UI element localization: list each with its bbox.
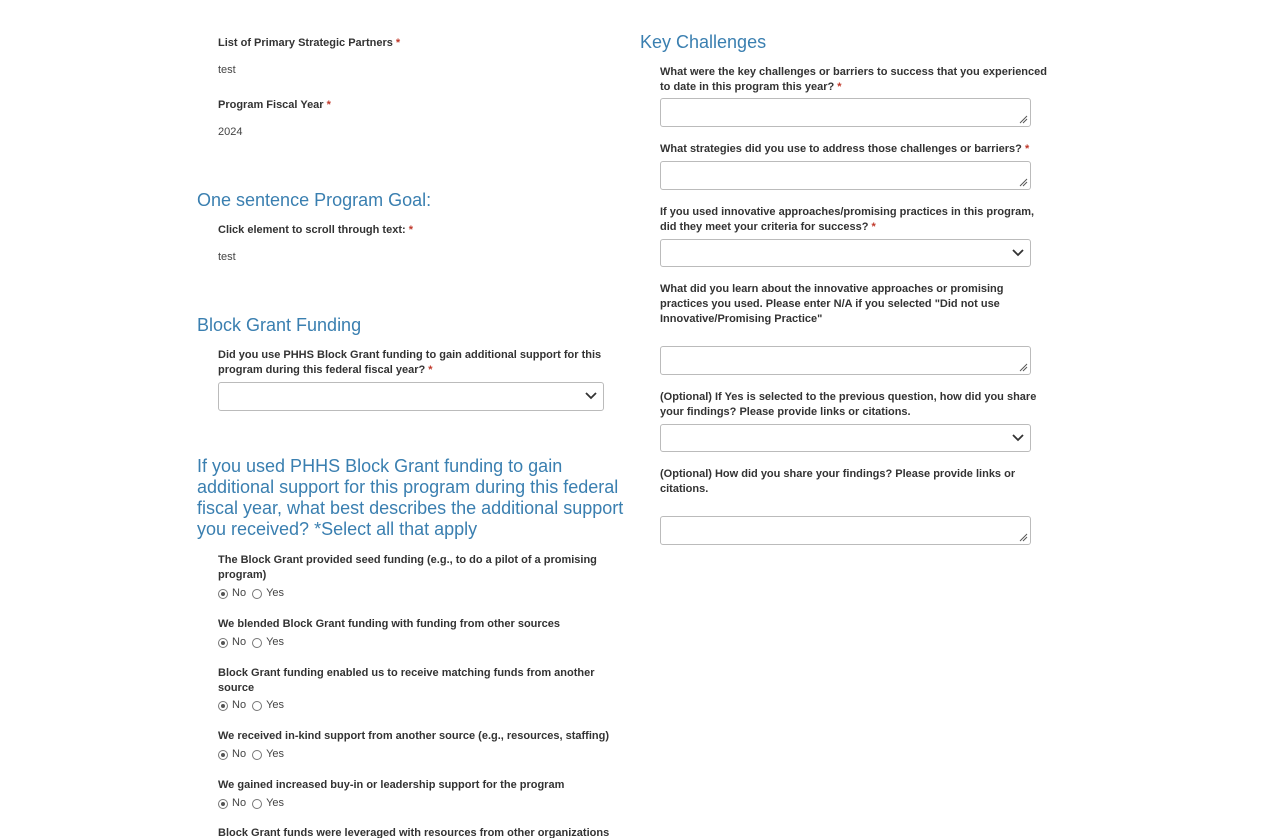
criteria-select[interactable] — [660, 239, 1031, 267]
share-findings-yes-question: (Optional) If Yes is selected to the previous question, how did you share your findings? Please provide links or citations. — [660, 391, 1037, 418]
share-findings-question: (Optional) How did you share your findings? Please provide links or citations. — [660, 468, 1016, 495]
blended-funding-radio-group: No Yes — [218, 636, 290, 649]
blended-funding-yes-radio[interactable] — [252, 638, 262, 648]
matching-funds-yes-radio[interactable] — [252, 701, 262, 711]
buy-in-yes-radio[interactable] — [252, 799, 262, 809]
in-kind-no-radio[interactable] — [218, 750, 228, 760]
additional-support-heading: If you used PHHS Block Grant funding to gain additional support for this program during this federal fiscal year, what best describes the additional support you received? *Select all that apply — [197, 456, 624, 539]
matching-funds-radio-group: No Yes — [218, 699, 290, 712]
in-kind-radio-group: No Yes — [218, 748, 290, 761]
strategies-question: What strategies did you use to address those challenges or barriers? * — [660, 143, 1030, 155]
key-challenges-heading: Key Challenges — [640, 32, 767, 52]
learned-question: What did you learn about the innovative approaches or promising practices you used. Please enter N/A if you selected "Did not use Innovative/Promising Practice" — [660, 283, 1004, 325]
strategies-textarea[interactable] — [660, 161, 1031, 190]
fiscal-year-value[interactable]: 2024 — [218, 126, 243, 138]
blended-funding-no-radio[interactable] — [218, 638, 228, 648]
chevron-down-icon — [585, 391, 597, 401]
buy-in-no-radio[interactable] — [218, 799, 228, 809]
resize-grip-icon[interactable] — [1018, 532, 1028, 542]
in-kind-yes-radio[interactable] — [252, 750, 262, 760]
chevron-down-icon — [1012, 248, 1024, 258]
seed-funding-no-radio[interactable] — [218, 589, 228, 599]
support-option-seed-funding: The Block Grant provided seed funding (e.g., to do a pilot of a promising program) — [218, 554, 597, 581]
support-option-leveraged: Block Grant funds were leveraged with resources from other organizations — [218, 827, 610, 838]
buy-in-radio-group: No Yes — [218, 797, 290, 810]
challenges-question: What were the key challenges or barriers to success that you experienced to date in this program this year? * — [660, 66, 1047, 93]
share-findings-select[interactable] — [660, 424, 1031, 452]
program-goal-value[interactable]: test — [218, 251, 236, 263]
block-grant-select[interactable] — [218, 382, 604, 411]
program-goal-heading: One sentence Program Goal: — [197, 190, 432, 210]
support-option-matching-funds: Block Grant funding enabled us to receive matching funds from another source — [218, 667, 595, 694]
seed-funding-radio-group: No Yes — [218, 587, 290, 600]
learned-textarea[interactable] — [660, 346, 1031, 375]
matching-funds-no-radio[interactable] — [218, 701, 228, 711]
chevron-down-icon — [1012, 433, 1024, 443]
block-grant-question: Did you use PHHS Block Grant funding to gain additional support for this program during this federal fiscal year? * — [218, 349, 602, 376]
share-findings-textarea[interactable] — [660, 516, 1031, 545]
block-grant-heading: Block Grant Funding — [197, 315, 362, 335]
fiscal-year-label: Program Fiscal Year * — [218, 99, 331, 111]
support-option-buy-in: We gained increased buy-in or leadership support for the program — [218, 779, 565, 791]
criteria-question: If you used innovative approaches/promising practices in this program, did they meet your criteria for success? * — [660, 206, 1035, 233]
support-option-blended-funding: We blended Block Grant funding with funding from other sources — [218, 618, 561, 630]
partners-value[interactable]: test — [218, 64, 236, 76]
support-option-in-kind: We received in-kind support from another source (e.g., resources, staffing) — [218, 730, 609, 742]
partners-label: List of Primary Strategic Partners * — [218, 37, 401, 49]
challenges-textarea[interactable] — [660, 98, 1031, 127]
seed-funding-yes-radio[interactable] — [252, 589, 262, 599]
program-goal-label: Click element to scroll through text: * — [218, 224, 413, 236]
resize-grip-icon[interactable] — [1018, 177, 1028, 187]
resize-grip-icon[interactable] — [1018, 362, 1028, 372]
resize-grip-icon[interactable] — [1018, 114, 1028, 124]
